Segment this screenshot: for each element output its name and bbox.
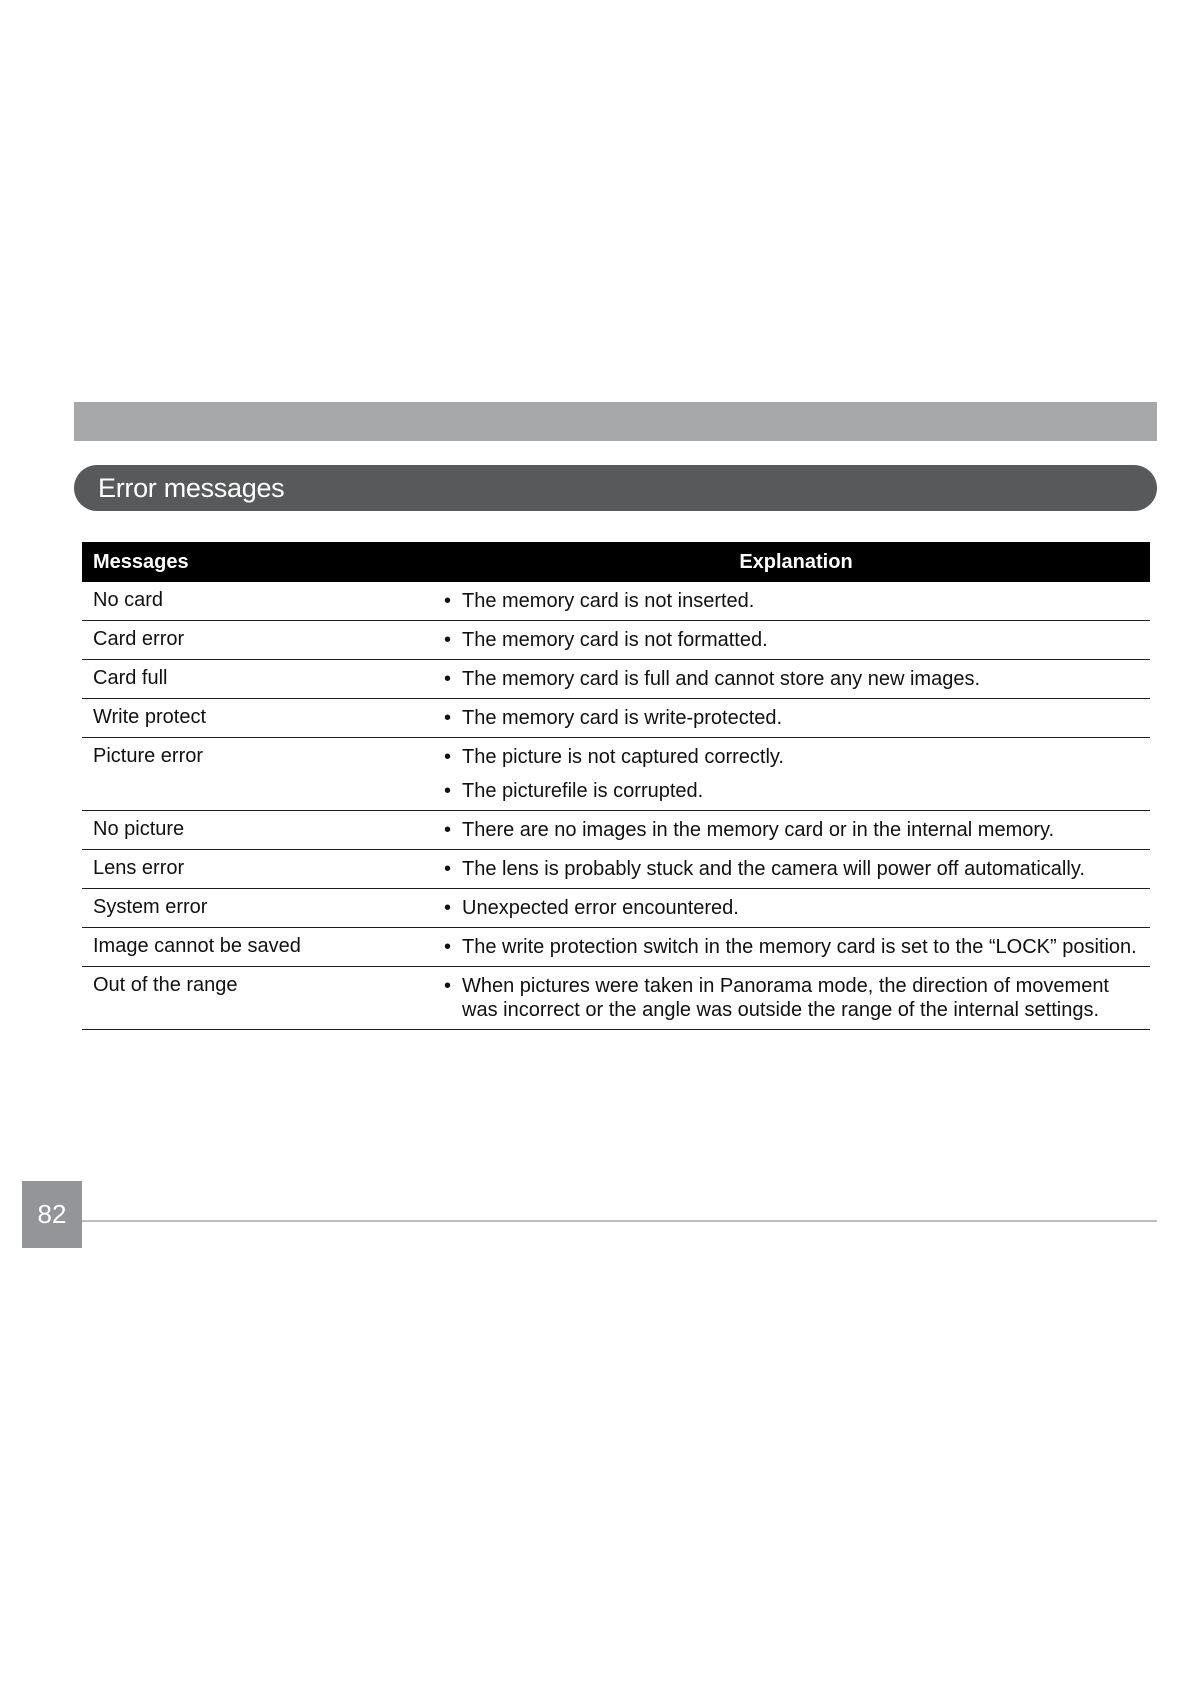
table-row xyxy=(82,850,1150,889)
column-header-explanation: Explanation xyxy=(739,550,853,573)
message-cell: System error xyxy=(93,896,208,918)
explanation-item xyxy=(442,745,1150,769)
section-title: Error messages xyxy=(98,473,285,503)
explanation-text: When pictures were taken in Panorama mode, the direction of movement was incorrect or the angle was outside the range of the internal settings. xyxy=(462,975,1109,1021)
bullet-icon: • xyxy=(444,936,452,958)
table-row xyxy=(82,660,1150,699)
explanation-cell xyxy=(442,928,1150,966)
table-body xyxy=(82,582,1150,1030)
message-cell: Picture error xyxy=(93,745,204,767)
explanation-cell xyxy=(442,738,1150,810)
message-cell: Write protect xyxy=(93,706,206,728)
explanation-cell xyxy=(442,850,1150,888)
message-cell: Lens error xyxy=(93,857,185,879)
table-header xyxy=(82,542,1150,582)
explanation-item xyxy=(442,818,1150,842)
explanation-text: The memory card is not formatted. xyxy=(462,629,768,651)
message-cell: Image cannot be saved xyxy=(93,935,301,957)
table-row xyxy=(82,811,1150,850)
explanation-text: There are no images in the memory card or in the internal memory. xyxy=(462,819,1055,841)
bullet-icon: • xyxy=(444,746,452,768)
top-decorative-bar xyxy=(74,402,1157,441)
bullet-icon: • xyxy=(444,897,452,919)
bullet-icon: • xyxy=(444,629,452,651)
explanation-text: The write protection switch in the memory card is set to the “LOCK” position. xyxy=(462,936,1137,958)
table-row xyxy=(82,967,1150,1030)
explanation-cell xyxy=(442,699,1150,737)
explanation-text: The memory card is full and cannot store any new images. xyxy=(462,668,981,690)
bullet-icon: • xyxy=(444,858,452,880)
table-row xyxy=(82,621,1150,660)
explanation-text: The picture is not captured correctly. xyxy=(462,746,784,768)
explanation-item xyxy=(442,935,1150,959)
bullet-icon: • xyxy=(444,668,452,690)
explanation-item xyxy=(442,896,1150,920)
explanation-item xyxy=(442,974,1150,1022)
footer-rule xyxy=(82,1220,1157,1222)
explanation-cell xyxy=(442,811,1150,849)
explanation-item xyxy=(442,779,1150,803)
explanation-item xyxy=(442,706,1150,730)
explanation-item xyxy=(442,857,1150,881)
explanation-text: The memory card is not inserted. xyxy=(462,590,755,612)
explanation-item xyxy=(442,667,1150,691)
explanation-cell xyxy=(442,660,1150,698)
table-row xyxy=(82,928,1150,967)
explanation-text: The picturefile is corrupted. xyxy=(462,780,704,802)
explanation-text: The lens is probably stuck and the camera will power off automatically. xyxy=(462,858,1085,880)
explanation-cell xyxy=(442,582,1150,620)
explanation-item xyxy=(442,589,1150,613)
table-row xyxy=(82,889,1150,928)
error-messages-table xyxy=(82,542,1150,1030)
message-cell: No card xyxy=(93,589,164,611)
bullet-icon: • xyxy=(444,707,452,729)
bullet-icon: • xyxy=(444,780,452,802)
section-title-bar xyxy=(74,465,1157,511)
message-cell: Card full xyxy=(93,667,168,689)
explanation-item xyxy=(442,628,1150,652)
explanation-cell xyxy=(442,967,1150,1029)
bullet-icon: • xyxy=(444,590,452,612)
message-cell: Out of the range xyxy=(93,974,238,996)
bullet-icon: • xyxy=(444,819,452,841)
explanation-text: Unexpected error encountered. xyxy=(462,897,739,919)
message-cell: No picture xyxy=(93,818,185,840)
page-number: 82 xyxy=(22,1181,82,1248)
column-header-messages: Messages xyxy=(93,550,189,573)
explanation-cell xyxy=(442,621,1150,659)
table-row xyxy=(82,699,1150,738)
explanation-cell xyxy=(442,889,1150,927)
table-row xyxy=(82,582,1150,621)
table-row xyxy=(82,738,1150,811)
explanation-text: The memory card is write-protected. xyxy=(462,707,783,729)
message-cell: Card error xyxy=(93,628,185,650)
bullet-icon: • xyxy=(444,975,452,997)
